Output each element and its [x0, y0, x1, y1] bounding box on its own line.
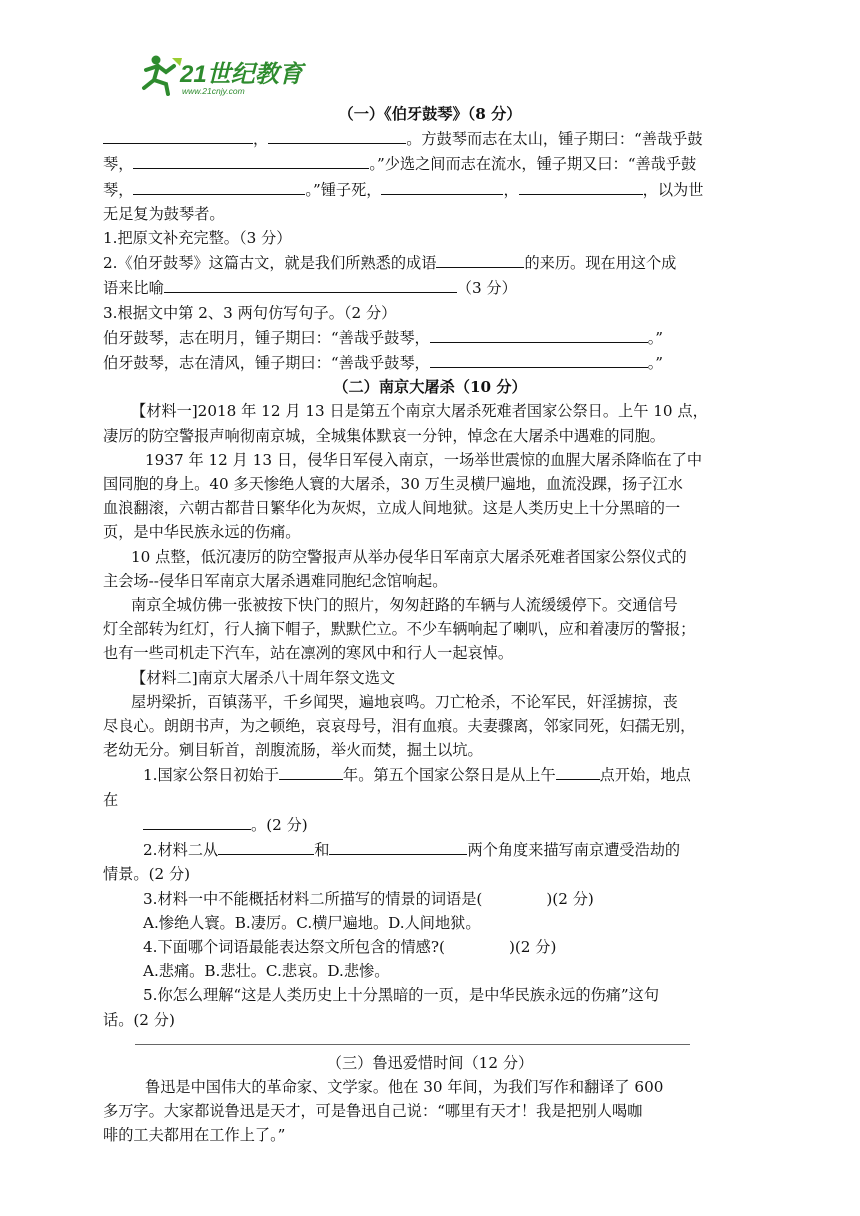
question2-1-line3: 。(2 分)	[103, 812, 757, 837]
paragraph4-line1: 南京全城仿佛一张被按下快门的照片，匆匆赶路的车辆与人流缓缓停下。交通信号	[131, 596, 678, 615]
paragraph2-line4: 页，是中华民族永远的伤痛。	[103, 523, 301, 542]
material1-line2: 凄厉的防空警报声响彻南京城，全城集体默哀一分钟，悼念在大屠杀中遇难的同胞。	[103, 426, 665, 445]
question2-3-options: A.惨绝人寰。B.凄厉。C.横尸遍地。D.人间地狱。	[143, 913, 481, 932]
paragraph3-line1: 10 点整，低沉凄厉的防空警报声从举办侵华日军南京大屠杀死难者国家公祭仪式的	[131, 547, 687, 566]
fill-blank-1[interactable]	[103, 126, 253, 144]
logo-brand-text: 21世纪教育	[180, 61, 303, 88]
paragraph4-line2: 灯全部转为红灯，行人摘下帽子，默默伫立。不少车辆响起了喇叭，应和着凄厉的警报；	[103, 620, 696, 639]
fill-blank-6[interactable]	[519, 177, 643, 195]
paragraph2-line3: 血浪翻滚，六朝古都昔日繁华化为灰烬，立成人间地狱。这是人类历史上十分黑暗的一	[103, 499, 681, 518]
question1-2-line2: 语来比喻 （3 分）	[103, 275, 757, 300]
section3-line3: 啡的工夫都用在工作上了。”	[103, 1126, 286, 1145]
passage1-line4: 无足复为鼓琴者。	[103, 204, 225, 223]
section3-line2: 多万字。大家都说鲁迅是天才，可是鲁迅自己说：“哪里有天才！我是把别人喝咖	[103, 1102, 643, 1121]
question1-1: 1.把原文补充完整。（3 分）	[103, 229, 292, 248]
metaphor-blank[interactable]	[164, 275, 457, 293]
material2-line2: 尽良心。朗朗书声，为之顿绝，哀哀母号，泪有血痕。夫妻骤离，邻家同死，妇孺无别，	[103, 717, 696, 736]
imitation-blank-a[interactable]	[430, 325, 648, 343]
imitation-blank-b[interactable]	[430, 350, 648, 368]
site-logo	[136, 52, 316, 98]
passage1-line3: 琴， 。”锺子死， ， ，以为世	[103, 177, 757, 202]
imitation-line-b: 伯牙鼓琴，志在清风，锺子期曰：“善哉乎鼓琴， 。”	[103, 350, 757, 375]
passage1-line2: 琴， 。”少选之间而志在流水，锺子期又曰：“善哉乎鼓	[103, 151, 757, 176]
section2-title: （二）南京大屠杀（10 分）	[333, 378, 527, 397]
imitation-line-a: 伯牙鼓琴，志在明月，锺子期曰：“善哉乎鼓琴， 。”	[103, 325, 757, 350]
question1-3: 3.根据文中第 2、3 两句仿写句子。（2 分）	[103, 303, 397, 322]
fill-blank-2[interactable]	[268, 126, 406, 144]
question2-5-line1: 5.你怎么理解“这是人类历史上十分黑暗的一页，是中华民族永远的伤痛”这句	[143, 986, 660, 1005]
question2-1-line1: 1.国家公祭日初始于 年。第五个国家公祭日是从上午 点开始，地点	[103, 762, 757, 787]
material2-title: 【材料二]南京大屠杀八十周年祭文选文	[131, 668, 396, 687]
logo-url-text: www.21cnjy.com	[182, 86, 245, 96]
section1-title: （一）《伯牙鼓琴》（8 分）	[338, 105, 522, 123]
section3-title: （三）鲁迅爱惜时间（12 分）	[326, 1053, 534, 1072]
fill-blank-4[interactable]	[133, 177, 305, 195]
paragraph2-line1: 1937 年 12 月 13 日，侵华日军侵入南京，一场举世震惊的血腥大屠杀降临在了中	[145, 450, 703, 469]
angle-blank-2[interactable]	[329, 837, 467, 855]
year-blank[interactable]	[279, 762, 343, 780]
runner-logo-icon	[136, 52, 316, 98]
answer-line[interactable]	[135, 1044, 690, 1045]
question2-1-line2: 在	[103, 790, 119, 809]
passage1-line1: ， 。方鼓琴而志在太山，锺子期曰：“善哉乎鼓	[103, 126, 757, 151]
material1-line1: 【材料一]2018 年 12 月 13 日是第五个南京大屠杀死难者国家公祭日。上午 10 点，	[131, 402, 708, 421]
hour-blank[interactable]	[556, 762, 600, 780]
question2-2-line1: 2.材料二从 和 两个角度来描写南京遭受浩劫的	[103, 837, 757, 862]
angle-blank-1[interactable]	[218, 837, 314, 855]
fill-blank-5[interactable]	[381, 177, 503, 195]
location-blank[interactable]	[143, 812, 251, 830]
paragraph2-line2: 国同胞的身上。40 多天惨绝人寰的大屠杀，30 万生灵横尸遍地，血流没踝，扬子江水	[103, 475, 683, 494]
question2-4: 4.下面哪个词语最能表达祭文所包含的情感?( )(2 分)	[143, 937, 557, 956]
section3-line1: 鲁迅是中国伟大的革命家、文学家。他在 30 年间，为我们写作和翻译了 600	[145, 1077, 664, 1096]
question2-5-line2: 话。(2 分)	[103, 1010, 175, 1029]
question1-2-line1: 2.《伯牙鼓琴》这篇古文，就是我们所熟悉的成语 的来历。现在用这个成	[103, 250, 757, 275]
question2-4-options: A.悲痛。B.悲壮。C.悲哀。D.悲惨。	[143, 962, 390, 981]
material2-line3: 老幼无分。剜目斩首，剖腹流肠，举火而焚，掘土以坑。	[103, 741, 483, 760]
material2-line1: 屋坍梁折，百镇荡平，千乡闻哭，遍地哀鸣。刀亡枪杀，不论军民，奸淫掳掠，丧	[131, 692, 678, 711]
fill-blank-3[interactable]	[133, 151, 369, 169]
question2-2-line2: 情景。(2 分)	[103, 865, 191, 884]
question2-3: 3.材料一中不能概括材料二所描写的情景的词语是( )(2 分)	[143, 889, 594, 908]
paragraph4-line3: 也有一些司机走下汽车，站在凛冽的寒风中和行人一起哀悼。	[103, 644, 514, 663]
paragraph3-line2: 主会场--侵华日军南京大屠杀遇难同胞纪念馆响起。	[103, 571, 448, 590]
idiom-blank[interactable]	[436, 250, 524, 268]
document-body	[103, 102, 757, 1148]
